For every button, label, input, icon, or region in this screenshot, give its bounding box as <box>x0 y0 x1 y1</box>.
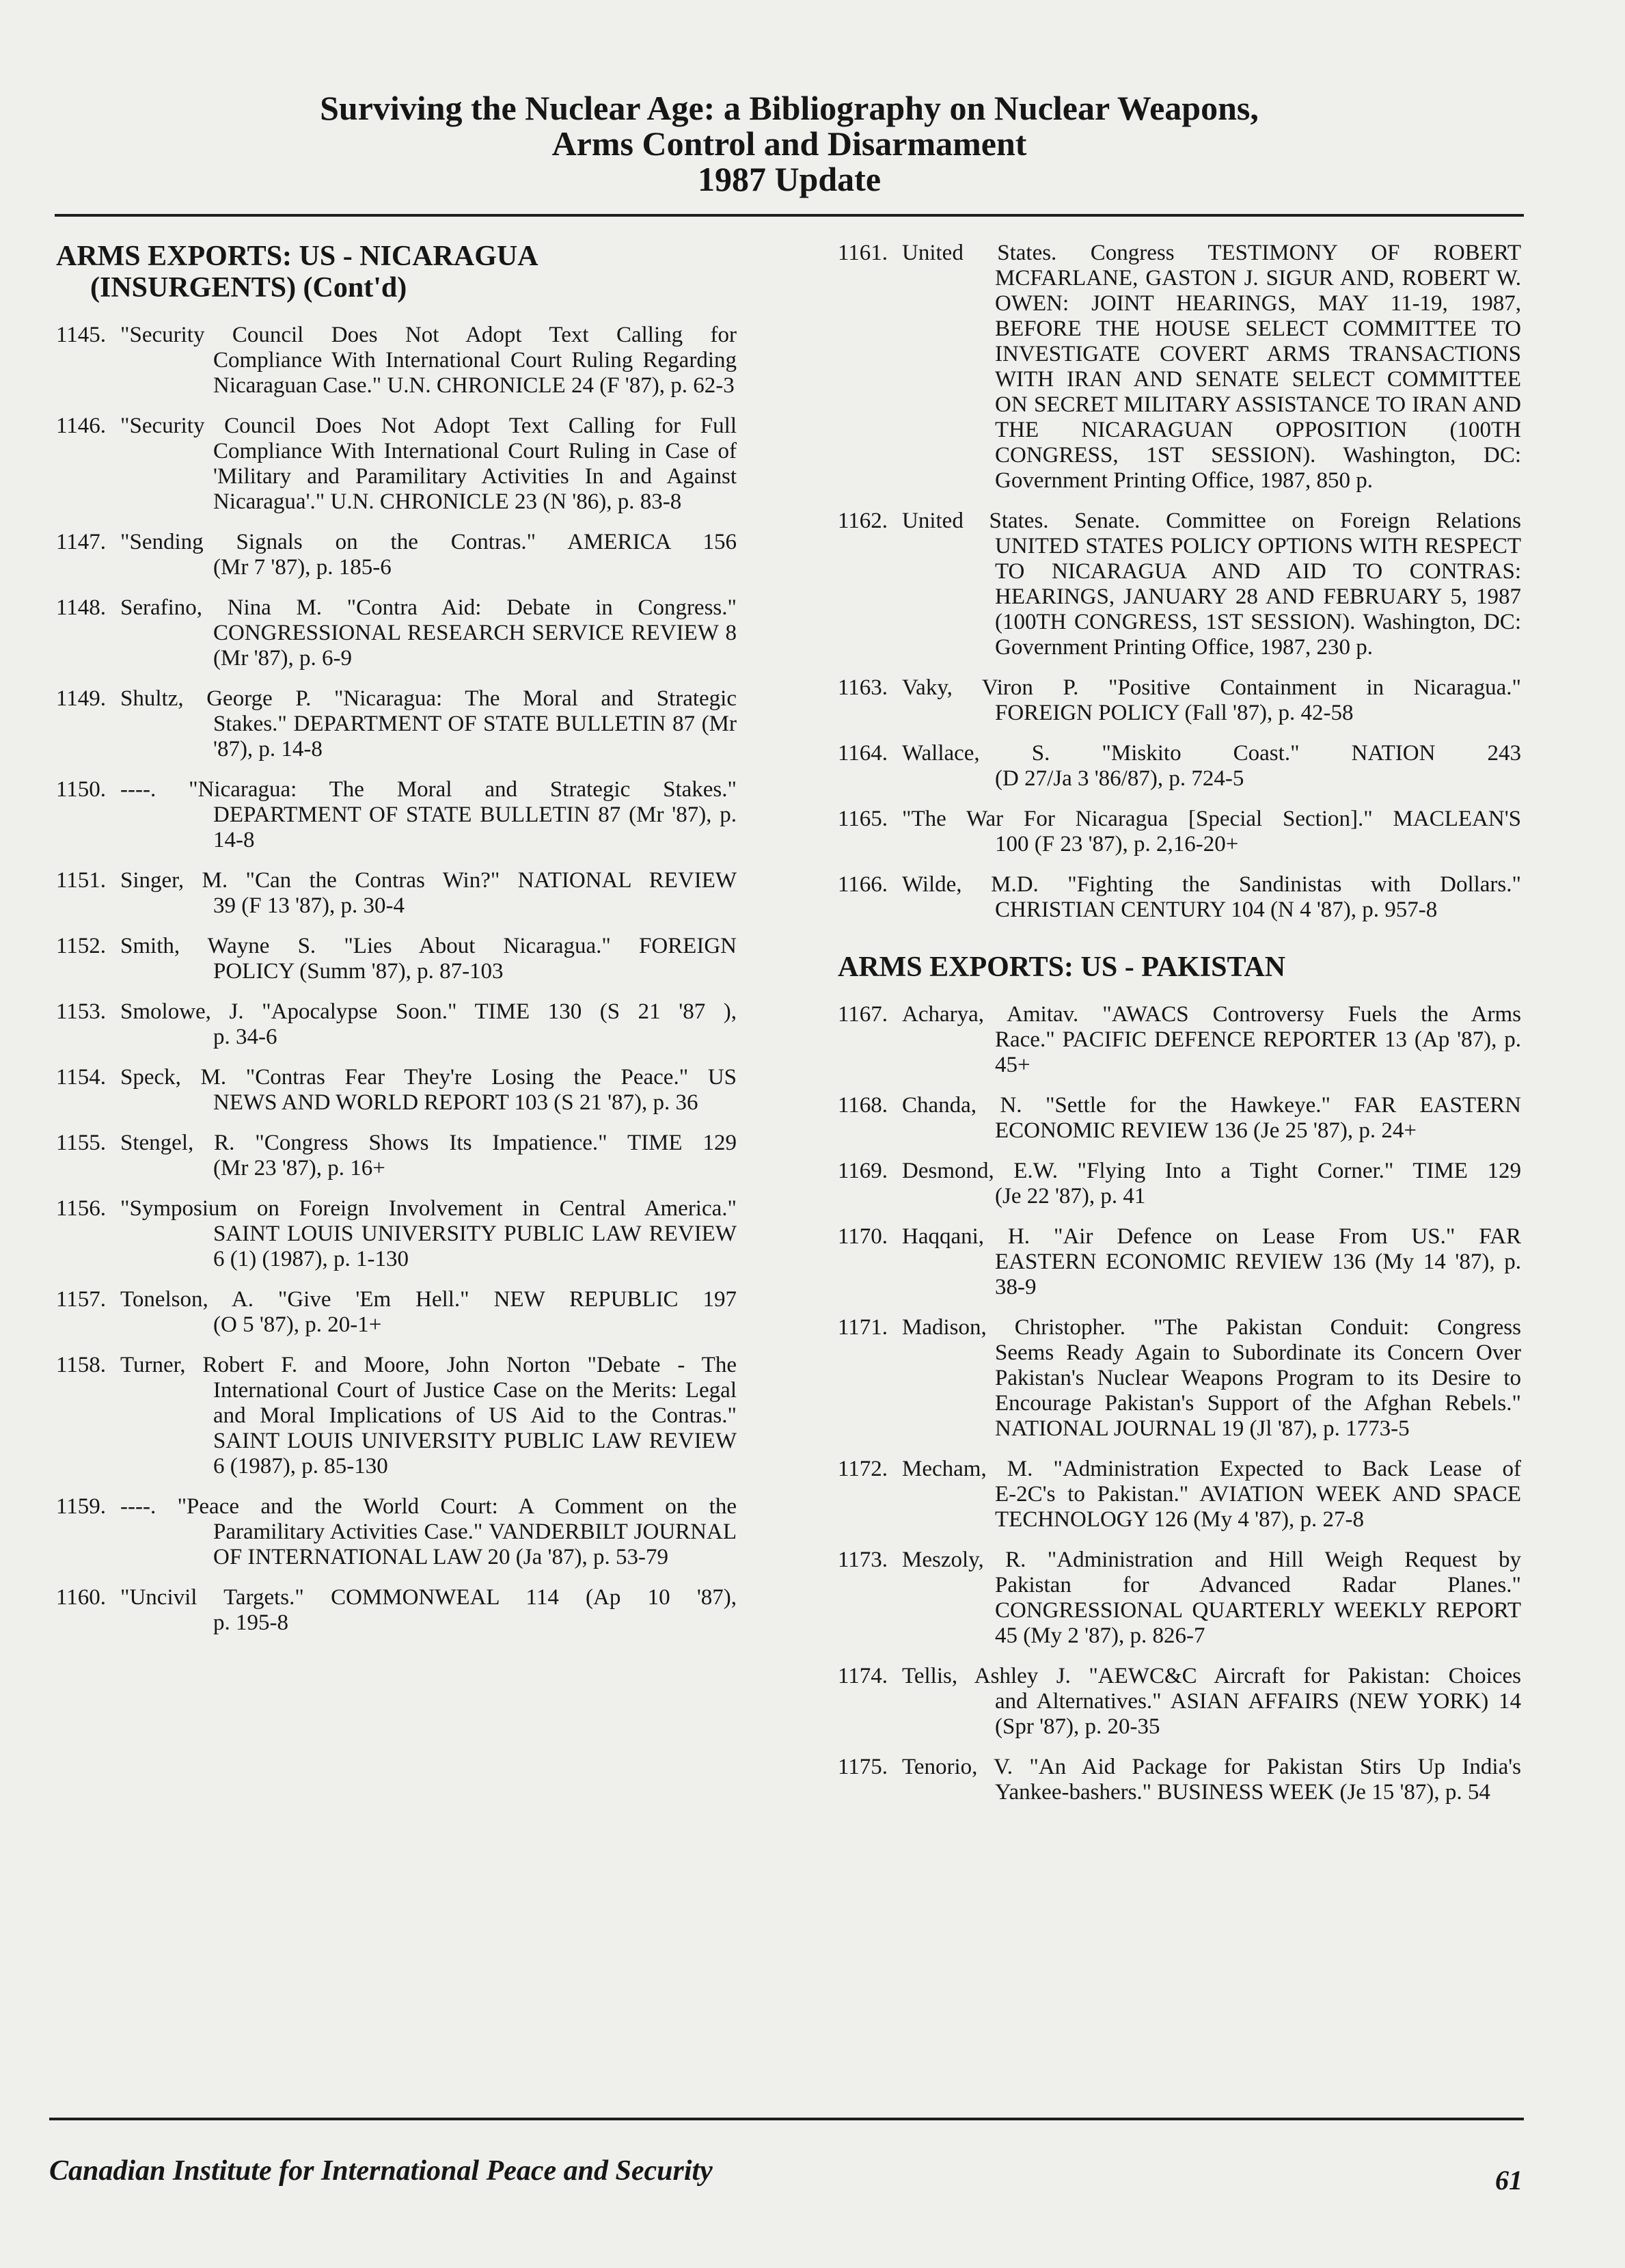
entry-citation <box>120 868 737 919</box>
bibliography-entry <box>838 675 1521 726</box>
entry-number: 1172. <box>838 1457 888 1481</box>
entry-citation-first-line: ----. "Nicaragua: The Moral and Strategic Stakes." <box>120 777 737 802</box>
bibliography-entry <box>56 934 737 984</box>
entry-number: 1175. <box>838 1755 888 1779</box>
bibliography-entry <box>838 1315 1521 1442</box>
entry-citation-continuation: NEWS AND WORLD REPORT 103 (S 21 '87), p. 36 <box>213 1090 698 1115</box>
bibliography-entry <box>56 595 737 671</box>
bibliography-entry <box>56 1353 737 1479</box>
bibliography-entry <box>56 1131 737 1181</box>
entry-citation-continuation: UNITED STATES POLICY OPTIONS WITH RESPECT TO NICARAGUA AND AID TO CONTRAS: HEARINGS, JANUARY 28 AND FEBRUARY 5, 1987 (100TH CONGRESS, 1ST SESSION). Washington, DC: Government Printing Office, 1987, 230 p. <box>995 534 1521 660</box>
entry-citation-first-line: Acharya, Amitav. "AWACS Controversy Fuels the Arms <box>902 1002 1521 1027</box>
entry-citation-continuation: EASTERN ECONOMIC REVIEW 136 (My 14 '87), p. 38-9 <box>995 1250 1521 1299</box>
entry-citation-first-line: Tellis, Ashley J. "AEWC&C Aircraft for Pakistan: Choices <box>902 1664 1521 1688</box>
entry-citation-first-line: "Sending Signals on the Contras." AMERICA 156 <box>120 530 737 554</box>
entry-citation-continuation: (Mr 23 '87), p. 16+ <box>213 1156 385 1180</box>
entry-citation-continuation: Pakistan for Advanced Radar Planes." CONGRESSIONAL QUARTERLY WEEKLY REPORT 45 (My 2 '87), p. 826-7 <box>995 1573 1521 1648</box>
entry-citation <box>902 1457 1521 1533</box>
entry-number: 1153. <box>56 999 107 1024</box>
entry-number: 1160. <box>56 1585 107 1610</box>
entry-citation-first-line: Tenorio, V. "An Aid Package for Pakistan Stirs Up India's <box>902 1755 1521 1779</box>
entry-number: 1173. <box>838 1548 888 1572</box>
entry-citation-continuation: Seems Ready Again to Subordinate its Concern Over Pakistan's Nuclear Weapons Program to its Desire to Encourage Pakistan's Support of the Afghan Rebels." NATIONAL JOURNAL 19 (Jl '87), p. 1773-5 <box>995 1340 1521 1441</box>
page-number: 61 <box>1495 2165 1522 2196</box>
bibliography-entry <box>56 1065 737 1116</box>
entry-citation <box>120 777 737 853</box>
bibliography-entry <box>56 1196 737 1272</box>
entry-citation-continuation: p. 195-8 <box>213 1610 288 1635</box>
entry-citation <box>902 1002 1521 1078</box>
entry-number: 1146. <box>56 414 107 438</box>
page-header <box>55 90 1524 197</box>
entry-number: 1171. <box>838 1315 888 1340</box>
entry-citation <box>902 1224 1521 1300</box>
bibliography-entry <box>838 807 1521 857</box>
entry-citation <box>120 595 737 671</box>
bibliography-entry <box>838 1755 1521 1805</box>
bibliography-entry <box>838 1457 1521 1533</box>
entry-citation-continuation: DEPARTMENT OF STATE BULLETIN 87 (Mr '87), p. 14-8 <box>213 802 737 852</box>
entry-citation-continuation: Stakes." DEPARTMENT OF STATE BULLETIN 87 (Mr '87), p. 14-8 <box>213 712 737 761</box>
bibliography-entry <box>56 530 737 580</box>
bibliography-entry <box>838 1224 1521 1300</box>
entry-citation-first-line: Wilde, M.D. "Fighting the Sandinistas with Dollars." <box>902 872 1521 897</box>
bibliography-entry <box>838 509 1521 660</box>
bibliography-entry <box>838 1093 1521 1144</box>
entry-citation <box>120 530 737 580</box>
entry-number: 1155. <box>56 1131 107 1155</box>
entry-citation <box>902 1755 1521 1805</box>
entry-citation <box>902 1315 1521 1442</box>
entry-citation-continuation: (Je 22 '87), p. 41 <box>995 1184 1146 1209</box>
title-line-2: Arms Control and Disarmament <box>551 124 1027 163</box>
entry-citation <box>120 323 737 399</box>
entry-citation <box>902 509 1521 660</box>
entry-citation-continuation: CHRISTIAN CENTURY 104 (N 4 '87), p. 957-8 <box>995 897 1438 922</box>
bibliography-entry <box>838 1159 1521 1209</box>
entry-number: 1145. <box>56 323 107 347</box>
entry-citation-continuation: MCFARLANE, GASTON J. SIGUR AND, ROBERT W. OWEN: JOINT HEARINGS, MAY 11-19, 1987, BEFORE THE HOUSE SELECT COMMITTEE TO INVESTIGATE COVERT ARMS TRANSACTIONS WITH IRAN AND SENATE SELECT COMMITTEE ON SECRET MILITARY ASSISTANCE TO IRAN AND THE NICARAGUAN OPPOSITION (100TH CONGRESS, 1ST SESSION). Washington, DC: Government Printing Office, 1987, 850 p. <box>995 266 1521 493</box>
entry-citation-continuation: p. 34-6 <box>213 1025 277 1049</box>
entry-citation-continuation: 100 (F 23 '87), p. 2,16-20+ <box>995 832 1239 856</box>
entry-citation <box>902 1159 1521 1209</box>
footer-rule <box>49 2118 1524 2120</box>
entry-number: 1165. <box>838 807 888 831</box>
right-entry-list-top <box>838 241 1521 923</box>
entry-citation <box>120 414 737 515</box>
bibliography-entry <box>838 1548 1521 1649</box>
entry-citation-first-line: Turner, Robert F. and Moore, John Norton "Debate - The <box>120 1353 737 1377</box>
entry-citation-continuation: CONGRESSIONAL RESEARCH SERVICE REVIEW 8 (Mr '87), p. 6-9 <box>213 621 737 671</box>
bibliography-entry <box>838 872 1521 923</box>
entry-citation-continuation: Paramilitary Activities Case." VANDERBILT JOURNAL OF INTERNATIONAL LAW 20 (Ja '87), p. 53-79 <box>213 1520 737 1569</box>
bibliography-entry <box>56 414 737 515</box>
entry-number: 1157. <box>56 1287 107 1312</box>
entry-citation <box>120 1353 737 1479</box>
entry-citation-first-line: Madison, Christopher. "The Pakistan Conduit: Congress <box>902 1315 1521 1340</box>
entry-citation <box>902 241 1521 494</box>
entry-number: 1159. <box>56 1494 107 1519</box>
entry-citation-first-line: Mecham, M. "Administration Expected to Back Lease of <box>902 1457 1521 1481</box>
entry-citation <box>120 1196 737 1272</box>
entry-citation-first-line: Meszoly, R. "Administration and Hill Weigh Request by <box>902 1548 1521 1572</box>
title-line-3: 1987 Update <box>697 160 882 198</box>
entry-number: 1156. <box>56 1196 107 1221</box>
entry-number: 1170. <box>838 1224 888 1249</box>
header-rule <box>55 214 1524 217</box>
entry-citation-first-line: Serafino, Nina M. "Contra Aid: Debate in Congress." <box>120 595 737 620</box>
entry-number: 1150. <box>56 777 107 802</box>
entry-citation-first-line: Stengel, R. "Congress Shows Its Impatience." TIME 129 <box>120 1131 737 1155</box>
entry-citation-continuation: Yankee-bashers." BUSINESS WEEK (Je 15 '87), p. 54 <box>995 1780 1490 1805</box>
entry-citation <box>120 934 737 984</box>
entry-citation-first-line: Shultz, George P. "Nicaragua: The Moral and Strategic <box>120 686 737 711</box>
left-entry-list <box>56 323 737 1636</box>
entry-citation <box>120 1287 737 1338</box>
entry-number: 1148. <box>56 595 107 620</box>
right-entry-list-bottom <box>838 1002 1521 1805</box>
entry-citation <box>902 1093 1521 1144</box>
bibliography-entry <box>56 868 737 919</box>
entry-citation-first-line: Smolowe, J. "Apocalypse Soon." TIME 130 (S 21 '87 ), <box>120 999 737 1024</box>
entry-number: 1151. <box>56 868 107 893</box>
bibliography-entry <box>56 686 737 762</box>
entry-citation-first-line: Smith, Wayne S. "Lies About Nicaragua." FOREIGN <box>120 934 737 958</box>
left-column <box>56 241 737 1636</box>
entry-citation-first-line: United States. Congress TESTIMONY OF ROBERT <box>902 241 1521 265</box>
entry-citation-continuation: Compliance With International Court Ruling in Case of 'Military and Paramilitary Activities In and Against Nicaragua'." U.N. CHRONICLE 23 (N '86), p. 83-8 <box>213 439 737 514</box>
bibliography-entry <box>838 1664 1521 1740</box>
entry-citation-continuation: Race." PACIFIC DEFENCE REPORTER 13 (Ap '87), p. 45+ <box>995 1027 1521 1077</box>
entry-number: 1163. <box>838 675 888 700</box>
bibliography-entry <box>56 1585 737 1636</box>
bibliography-entry <box>56 1287 737 1338</box>
entry-citation <box>120 1494 737 1570</box>
entry-number: 1154. <box>56 1065 107 1090</box>
entry-citation <box>120 686 737 762</box>
entry-citation-first-line: Speck, M. "Contras Fear They're Losing the Peace." US <box>120 1065 737 1090</box>
entry-citation-first-line: "Uncivil Targets." COMMONWEAL 114 (Ap 10 '87), <box>120 1585 737 1610</box>
bibliography-entry <box>838 1002 1521 1078</box>
entry-number: 1169. <box>838 1159 888 1183</box>
entry-citation <box>120 1065 737 1116</box>
bibliography-entry <box>56 999 737 1050</box>
entry-citation-first-line: "Security Council Does Not Adopt Text Calling for Full <box>120 414 737 438</box>
entry-citation-first-line: United States. Senate. Committee on Foreign Relations <box>902 509 1521 533</box>
title-line-1: Surviving the Nuclear Age: a Bibliography on Nuclear Weapons, <box>320 89 1259 127</box>
section-heading-line-2: (INSURGENTS) (Cont'd) <box>90 272 407 303</box>
entry-number: 1167. <box>838 1002 888 1027</box>
footer-publisher: Canadian Institute for International Peace and Security <box>49 2155 713 2187</box>
bibliography-entry <box>838 741 1521 792</box>
entry-citation <box>902 675 1521 726</box>
entry-number: 1152. <box>56 934 107 958</box>
entry-number: 1158. <box>56 1353 107 1377</box>
bibliography-entry <box>56 323 737 399</box>
entry-citation-first-line: ----. "Peace and the World Court: A Comment on the <box>120 1494 737 1519</box>
bibliography-entry <box>56 777 737 853</box>
entry-citation <box>120 1585 737 1636</box>
entry-citation <box>902 741 1521 792</box>
entry-citation <box>902 1548 1521 1649</box>
entry-citation <box>902 872 1521 923</box>
entry-citation <box>120 1131 737 1181</box>
entry-citation-continuation: 39 (F 13 '87), p. 30-4 <box>213 893 405 918</box>
section-heading-pakistan: ARMS EXPORTS: US - PAKISTAN <box>838 951 1286 983</box>
entry-citation-first-line: Tonelson, A. "Give 'Em Hell." NEW REPUBLIC 197 <box>120 1287 737 1312</box>
entry-number: 1161. <box>838 241 888 265</box>
entry-citation-continuation: POLICY (Summ '87), p. 87-103 <box>213 959 504 984</box>
bibliography-entry <box>56 1494 737 1570</box>
bibliography-entry <box>838 241 1521 494</box>
entry-number: 1166. <box>838 872 888 897</box>
entry-citation <box>902 807 1521 857</box>
entry-number: 1168. <box>838 1093 888 1118</box>
entry-citation-first-line: Wallace, S. "Miskito Coast." NATION 243 <box>902 741 1521 766</box>
entry-number: 1147. <box>56 530 107 554</box>
section-heading-line-1: ARMS EXPORTS: US - NICARAGUA <box>56 241 538 272</box>
entry-citation-first-line: "Security Council Does Not Adopt Text Calling for <box>120 323 737 347</box>
entry-citation-continuation: International Court of Justice Case on the Merits: Legal and Moral Implications of US Aid to the Contras." SAINT LOUIS UNIVERSITY PUBLIC LAW REVIEW 6 (1987), p. 85-130 <box>213 1378 737 1479</box>
entry-citation-continuation: ECONOMIC REVIEW 136 (Je 25 '87), p. 24+ <box>995 1118 1417 1143</box>
entry-citation-continuation: FOREIGN POLICY (Fall '87), p. 42-58 <box>995 701 1354 725</box>
entry-citation-first-line: Desmond, E.W. "Flying Into a Tight Corner." TIME 129 <box>902 1159 1521 1183</box>
entry-number: 1174. <box>838 1664 888 1688</box>
entry-number: 1162. <box>838 509 888 533</box>
right-column <box>838 241 1521 1805</box>
entry-number: 1164. <box>838 741 888 766</box>
entry-citation-continuation: (D 27/Ja 3 '86/87), p. 724-5 <box>995 766 1244 791</box>
entry-citation-first-line: Vaky, Viron P. "Positive Containment in Nicaragua." <box>902 675 1521 700</box>
section-heading-nicaragua <box>56 241 737 303</box>
entry-citation-first-line: Singer, M. "Can the Contras Win?" NATIONAL REVIEW <box>120 868 737 893</box>
entry-citation-first-line: "The War For Nicaragua [Special Section]." MACLEAN'S <box>902 807 1521 831</box>
entry-citation-continuation: Compliance With International Court Ruling Regarding Nicaraguan Case." U.N. CHRONICLE 24 (F '87), p. 62-3 <box>213 348 737 398</box>
entry-citation-first-line: "Symposium on Foreign Involvement in Central America." <box>120 1196 737 1221</box>
entry-citation-continuation: and Alternatives." ASIAN AFFAIRS (NEW YORK) 14 (Spr '87), p. 20-35 <box>995 1689 1521 1739</box>
entry-number: 1149. <box>56 686 107 711</box>
entry-citation <box>120 999 737 1050</box>
entry-citation-continuation: SAINT LOUIS UNIVERSITY PUBLIC LAW REVIEW 6 (1) (1987), p. 1-130 <box>213 1221 737 1271</box>
entry-citation-continuation: (Mr 7 '87), p. 185-6 <box>213 555 392 580</box>
entry-citation-first-line: Chanda, N. "Settle for the Hawkeye." FAR EASTERN <box>902 1093 1521 1118</box>
entry-citation-first-line: Haqqani, H. "Air Defence on Lease From US." FAR <box>902 1224 1521 1249</box>
entry-citation-continuation: (O 5 '87), p. 20-1+ <box>213 1312 382 1337</box>
entry-citation-continuation: E-2C's to Pakistan." AVIATION WEEK AND SPACE TECHNOLOGY 126 (My 4 '87), p. 27-8 <box>995 1482 1521 1532</box>
entry-citation <box>902 1664 1521 1740</box>
